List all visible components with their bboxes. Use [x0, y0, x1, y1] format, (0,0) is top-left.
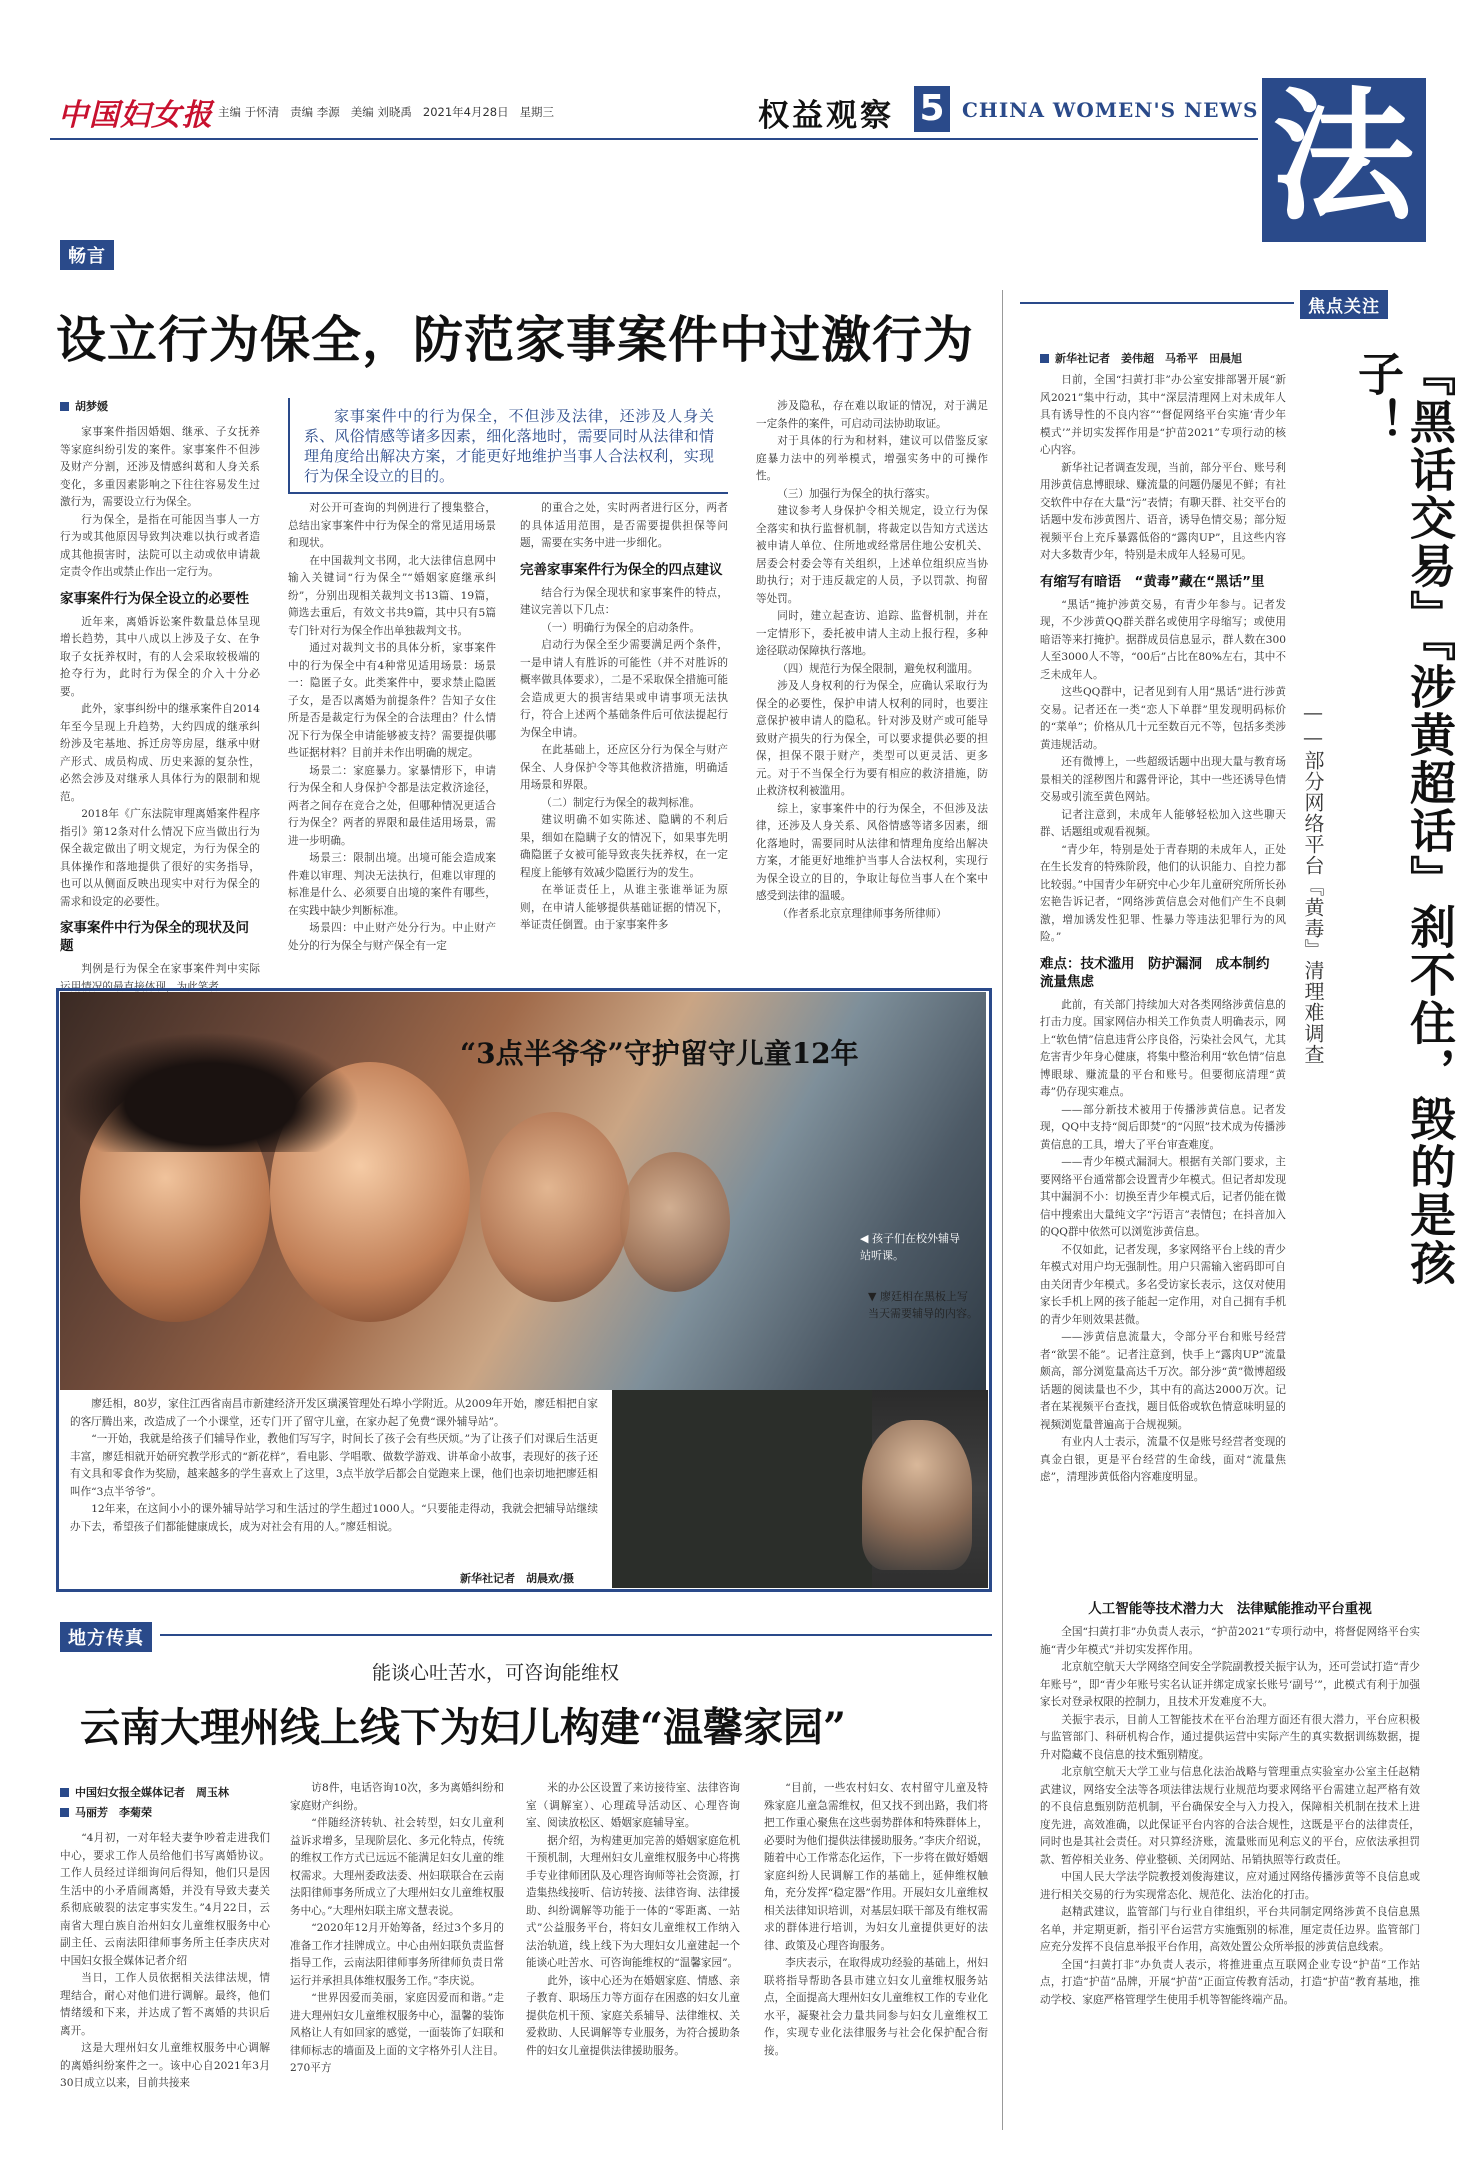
responsible-editor: 责编 李源 — [290, 105, 340, 119]
article3-subhead: ——部分网络平台『黄毒』清理难调查 — [1301, 700, 1325, 1065]
section-emblem-char: 法 — [1272, 74, 1414, 240]
article2-headline: 云南大理州线上线下为妇儿构建“温馨家园” — [80, 1704, 847, 1751]
photo-caption-1: ◀ 孩子们在校外辅导站听课。 — [860, 1232, 960, 1262]
paragraph: 对于具体的行为和材料，建议可以借鉴反家庭暴力法中的列举模式，增强实务中的可操作性。 — [756, 435, 988, 482]
paragraph: 不仅如此，记者发现，多家网络平台上线的青少年模式对用户均无强制性。用户只需输入密码即可自由关闭青少年模式。多名受访家长表示，这仅对使用家长手机上网的孩子能起一定作用，对自己拥有手机的青少年则效果甚微。 — [1040, 1243, 1286, 1326]
paragraph: 建议参考人身保护令相关规定，设立行为保全落实和执行监督机制，将裁定以告知方式送达被申请人单位、住所地或经常居住地公安机关、居委会村委会等有关组织，上述单位组织应当协助执行；对于违反裁定的人员，予以罚款、拘留等处罚。 — [756, 505, 988, 605]
art-editor: 美编 刘晓禹 — [350, 105, 412, 119]
paragraph: 家事案件指因婚姻、继承、子女抚养等家庭纠纷引发的案件。家事案件不但涉及财产分割，还涉及情感纠葛和人身关系变化，多重因素影响之下往往容易发生过激行为，需要设立行为保全。 — [60, 426, 260, 508]
paragraph: 综上，家事案件中的行为保全，不但涉及法律，还涉及人身关系、风俗情感等诸多因素，细化落地时，需要同时从法律和情理角度给出解决方案，才能更好地维护当事人合法权利，实现行为保全设立的目的，争取让每位当事人在个案中感受到法律的温暖。 — [756, 802, 988, 902]
paragraph: 在中国裁判文书网，北大法律信息网中输入关键词“行为保全”“婚姻家庭继承纠纷”，分别出现相关裁判文书13篇、19篇，筛选去重后，有效文书共9篇，其中只有5篇专门针对行为保全作出单独裁判文书。 — [288, 554, 496, 637]
paragraph: 通过对裁判文书的具体分析，家事案件中的行为保全中有4种常见适用场景：场景一：隐匿子女。此类案件中，要求禁止隐匿子女，是否以离婚为前提条件？告知子女住所是否是裁定行为保全的合法理由？什么情况下行为保全申请能够被支持？需要提供哪些证据材料？目前并未作出明确的规定。 — [288, 642, 496, 759]
paragraph: 全国“扫黄打非”办负责人表示，将推进重点互联网企业专设“护苗”工作站点，打造“护苗”品牌，开展“护苗”正面宣传教育活动，打造“护苗”教育基地，推动学校、家庭严格管理学生使用手机等智能终端产品。 — [1040, 1958, 1420, 2006]
masthead — [50, 86, 1420, 134]
section-emblem — [1262, 74, 1426, 242]
paragraph: （二）制定行为保全的裁判标准。 — [541, 796, 701, 809]
subheading: 家事案件行为保全设立的必要性 — [60, 590, 249, 607]
paragraph: 还有微博上，一些超级话题中出现大量与教育场景相关的淫秽图片和露骨评论，其中一些还诱导色情交易或引流至黄色网站。 — [1040, 756, 1286, 803]
photo-caption-2: ▼ 廖廷相在黑板上写当天需要辅导的内容。 — [868, 1290, 978, 1320]
paragraph: 访8件，电话咨询10次，多为离婚纠纷和家庭财产纠纷。 — [290, 1782, 504, 1812]
article3-headline: 『黑话交易』『涉黄超话』刹不住，毁的是孩子！ — [1351, 350, 1457, 1287]
paragraph: 此前，有关部门持续加大对各类网络涉黄信息的打击力度。国家网信办相关工作负责人明确表示，网上“软色情”信息违背公序良俗，污染社会风气，尤其危害青少年身心健康，将集中整治利用“软色情”信息博眼球、赚流量的平台和账号。但要彻底清理“黄毒”仍存现实难点。 — [1040, 998, 1286, 1098]
paragraph: 新华社记者调查发现，当前，部分平台、账号利用涉黄信息博眼球、赚流量的问题仍屡见不鲜；有社交软件中存在大量“污”表情；有聊天群、社交平台的话题中发布涉黄图片、语音，诱导色情交易；部分短视频平台上充斥暴露低俗的“露肉UP”，且这些内容对大多数青少年，特别是未成年人轻易可见。 — [1040, 461, 1286, 561]
logo: 中国妇女报 — [58, 98, 213, 133]
paragraph: 这是大理州妇女儿童维权服务中心调解的离婚纠纷案件之一。该中心自2021年3月30日成立以来，目前共接来 — [60, 2042, 270, 2089]
paragraph: “青少年，特别是处于青春期的未成年人，正处在生长发育的特殊阶段，他们的认识能力、自控力都比较弱。”中国青少年研究中心少年儿童研究所所长孙宏艳告诉记者，“网络涉黄信息会对他们产生不良刺激，增加诱发性犯罪、性暴力等违法犯罪行为的风险。” — [1040, 843, 1286, 943]
pull-quote — [288, 398, 728, 494]
article1-col1 — [60, 424, 260, 993]
photo-story-paragraph: “一开始，我就是给孩子们辅导作业，教他们写写字，时间长了孩子会有些厌烦。”为了让孩子们对课后生活更丰富，廖廷相就开始研究教学形式的“新花样”，看电影、学唱歌、做数学游戏、讲革命小故事，表现好的孩子还有文具和零食作为奖励，越来越多的学生喜欢上了这里，3点半放学后都会自觉跑来上课，他们也亲切地把廖廷相叫作“3点半爷爷”。 — [70, 1433, 598, 1498]
section-name: 权益观察 — [758, 98, 894, 134]
paragraph: 李庆表示，在取得成功经验的基础上，州妇联将指导帮助各县市建立妇女儿童维权服务站点，全面提高大理州妇女儿童维权工作的专业化水平，凝聚社会力量共同参与妇女儿童维权工作，实现专业化法律服务与社会化保护配合衔接。 — [764, 1957, 988, 2057]
article1-author: 胡梦媛 — [60, 398, 108, 414]
paragraph: 涉及人身权利的行为保全，应确认采取行为保全的必要性，保护申请人权利的同时，也要注意保护被申请人的隐私。针对涉及财产或可能导致财产损失的行为保全，可以要求提供必要的担保，担保不限于财产，类型可以更灵活、更多元。对于不当保全行为要有相应的救济措施，防止救济权利被滥用。 — [756, 680, 988, 797]
right-column-divider — [1002, 290, 1003, 2130]
paragraph: 同时，建立起查访、追踪、监督机制，并在一定情形下，委托被申请人主动上报行程，多种途径联动保障执行落地。 — [756, 610, 988, 657]
child-figure-4 — [620, 1152, 730, 1292]
paragraph: 有业内人士表示，流量不仅是账号经营者变现的真金白银，更是平台经营的生命线，面对“流量焦虑”，清理涉黄低俗内容难度明显。 — [1040, 1436, 1286, 1483]
paragraph: 判例是行为保全在家事案件判中实际运用情况的最直接体现，为此笔者 — [60, 963, 260, 993]
paragraph: 据介绍，为构建更加完善的婚姻家庭危机干预机制，大理州妇女儿童维权服务中心将携手专业律师团队及心理咨询师等社会资源，打造集热线接听、信访转接、法律咨询、法律援助、纠纷调解等功能于一体的“零距离、一站式”公益服务平台，将妇女儿童维权工作纳入法治轨道，线上线下为大理妇女儿童建起一个能谈心吐苦水、可咨询能维权的“温馨家园”。 — [526, 1834, 740, 1969]
article2-bylines — [60, 1784, 270, 1820]
paragraph: “目前，一些农村妇女、农村留守儿童及特殊家庭儿童急需维权，但又找不到出路，我们将把工作重心聚焦在这些弱势群体和特殊群体上，必要时为他们提供法律援助服务。”李庆介绍说，随着中心工作常态化运作，下一步将在做好婚姻家庭纠纷人民调解工作的基础上，延伸维权触角，充分发挥“稳定器”作用。开展妇女儿童维权相关法律知识培训，对基层妇联干部及有维权需求的群体进行培训，为妇女儿童提供更好的法律、政策及心理咨询服务。 — [764, 1782, 988, 1952]
article2-rule — [160, 1634, 992, 1636]
paragraph: 北京航空航天大学工业与信息化法治战略与管理重点实验室办公室主任赵精武建议，网络安全法等各项法律法规行业规范均要求网络平台需建立起严格有效的不良信息甄别防范机制，平台确保安全与入力投入，保障相关机制在技术上进度先进，高效准确，以此保证平台内容的合法合规性，这既是平台的法律责任，同时也是其社会责任。对只算经济账，流量账而见利忘义的平台，应依法承担罚款、暂停相关业务、停业整顿、关闭网站、吊销执照等行政责任。 — [1040, 1766, 1420, 1866]
blackboard — [612, 1390, 872, 1588]
subheading: 有缩写有暗语 “黄毒”藏在“黑话”里 — [1040, 573, 1265, 590]
paragraph: 涉及隐私，存在难以取证的情况，对于满足一定条件的案件，可启动司法协助取证。 — [756, 400, 988, 430]
paragraph: 关振宇表示，目前人工智能技术在平台治理方面还有很大潜力，平台应积极与监管部门、科研机构合作，通过提供运营中实际产生的真实数据训练数据，提升对隐藏不良信息的技术甄别精度。 — [1040, 1713, 1420, 1761]
child-figure-3 — [480, 1112, 630, 1302]
focus-tag: 焦点关注 — [1300, 290, 1388, 319]
subheading: 难点：技术滥用 防护漏洞 成本制约 流量焦虑 — [1040, 955, 1283, 990]
photo-story-paragraph: 廖廷相，80岁，家住江西省南昌市新建经济开发区璜溪管理处石埠小学附近。从2009年开始，廖廷相把自家的客厅腾出来，改造成了一个小课堂，还专门开了留守儿童，在家办起了免费“课外辅导站”。 — [70, 1398, 598, 1428]
editor-in-chief: 主编 于怀清 — [218, 105, 280, 119]
paragraph: 行为保全，是指在可能因当事人一方行为或其他原因导致判决难以执行或者造成其他损害时，法院可以主动或依申请裁定责令作出或禁止作出一定行为。 — [60, 513, 260, 578]
article3-byline: 新华社记者 姜伟超 马希平 田晨旭 — [1040, 350, 1242, 366]
caption-arrow-icon: ◀ — [860, 1232, 872, 1245]
hair-dark — [60, 1032, 360, 1152]
paragraph: 场景三：限制出境。出境可能会造成案件难以审理、判决无法执行，但难以审理的标准是什么、必须要自出境的案件有哪些，在实践中缺少判断标准。 — [288, 852, 496, 917]
weekday: 星期三 — [519, 105, 555, 119]
article1-col2 — [288, 500, 496, 954]
article2-byline: 中国妇女报全媒体记者 周玉林 — [60, 1784, 270, 1800]
paragraph: 全国“扫黄打非”办负责人表示，“护苗2021”专项行动中，将督促网络平台实施“青少年模式”并切实发挥作用。 — [1040, 1626, 1420, 1656]
subheading: 人工智能等技术潜力大 法律赋能推动平台重视 — [1088, 1601, 1372, 1617]
subheading: 家事案件中行为保全的现状及问题 — [60, 920, 249, 954]
article3-col-bottom — [1040, 1592, 1420, 2132]
article2-kicker: 能谈心吐苦水，可咨询能维权 — [372, 1662, 620, 1684]
article2-col1 — [60, 1830, 270, 2130]
paragraph: ——涉黄信息流量大，令部分平台和账号经营者“欲罢不能”。记者注意到，快手上“露肉UP”流量颇高，部分浏览量高达千万次。部分涉“黄”微博超级话题的阅读量也不少，其中有的高达2000万次。记者在某视频平台查找，题目低俗或软色情意味明显的视频浏览量普遍高于合规视频。 — [1040, 1331, 1286, 1431]
article2-col3 — [526, 1780, 740, 2130]
paragraph: 启动行为保全至少需要满足两个条件，一是申请人有胜诉的可能性（并不对胜诉的概率做具体要求），二是不采取保全措施可能会造成更大的损害结果或申请事项无法执行，符合上述两个基础条件后可依法提起行为保全申请。 — [520, 639, 728, 739]
article1-headline: 设立行为保全，防范家事案件中过激行为 — [56, 310, 974, 369]
paragraph: 对公开可查询的判例进行了搜集整合，总结出家事案件中行为保全的常见适用场景和现状。 — [288, 502, 496, 549]
paragraph: （三）加强行为保全的执行落实。 — [777, 487, 937, 500]
article2-col2 — [290, 1780, 504, 2130]
article3-col-top — [1040, 372, 1286, 1592]
main-photo — [60, 992, 986, 1390]
paragraph: “伴随经济转轨、社会转型，妇女儿童利益诉求增多，呈现阶层化、多元化特点，传统的维权工作方式已远远不能满足妇女儿童的维权需求。大理州委政法委、州妇联联合在云南法阳律师事务所成立了大理州妇女儿童维权服务中心。”大理州妇联主席文慧表说。 — [290, 1817, 504, 1917]
paragraph: ——青少年模式漏洞大。根据有关部门要求，主要网络平台通常都会设置青少年模式。但记者却发现其中漏洞不小：切换至青少年模式后，记者仍能在微信中搜索出大量纯文字“污语言”表情包；在抖音加入的QQ群中依然可以浏览涉黄信息。 — [1040, 1156, 1286, 1238]
photo-credit: 新华社记者 胡晨欢/摄 — [460, 1572, 575, 1585]
paragraph: 场景二：家庭暴力。家暴情形下，申请行为保全和人身保护令都是法定救济途径，两者之间存在竞合之处，但哪种情况更适合行为保全？两者的界限和最佳适用场景，需进一步明确。 — [288, 764, 496, 847]
masthead-meta — [218, 104, 554, 120]
paragraph: 在此基础上，还应区分行为保全与财产保全、人身保护令等其他救济措施，明确适用场景和界限。 — [520, 744, 728, 791]
opinion-tag: 畅言 — [60, 240, 114, 270]
paragraph: 赵精武建议，监管部门与行业自律组织，平台共同制定网络涉黄不良信息黑名单，并定期更新，指引平台运营方实施甄别的标准，厘定责任边界。监管部门应充分发挥不良信息举报平台作用，高效处置公众所举报的涉黄信息线索。 — [1040, 1906, 1420, 1953]
paragraph: 当日，工作人员依据相关法律法规，情理结合，耐心对他们进行调解。最终，他们情绪缓和下来，并达成了暂不离婚的共识后离开。 — [60, 1972, 270, 2037]
paragraph: 中国人民大学法学院教授刘俊海建议，应对通过网络传播涉黄等不良信息或进行相关交易的行为实现常态化、规范化、法治化的打击。 — [1040, 1871, 1420, 1901]
paragraph: 日前，全国“扫黄打非”办公室安排部署开展“新风2021”集中行动，其中“深层清理网上对未成年人具有诱导性的不良内容”“督促网络平台实施‘青少年模式’”并切实发挥作用是“护苗2021”专项行动的核心内容。 — [1040, 374, 1286, 456]
local-news-tag: 地方传真 — [60, 1622, 152, 1652]
paragraph: 米的办公区设置了来访接待室、法律咨询室（调解室）、心理疏导活动区、心理咨询室、阅读放松区、婚姻家庭辅导室。 — [526, 1782, 740, 1829]
paragraph: （作者系北京京理律师事务所律师） — [777, 907, 947, 920]
article1-col4 — [756, 398, 988, 954]
masthead-rule — [50, 138, 1258, 140]
paragraph: 的重合之处，实时两者进行区分，两者的具体适用范围，是否需要提供担保等问题，需要在实务中进一步细化。 — [520, 502, 728, 549]
paragraph: 此外，家事纠纷中的继承案件自2014年至今呈现上升趋势，大约四成的继承纠纷涉及宅基地、拆迁房等房屋，继承中财产形式、成员构成、历史来源的复杂性，必然会涉及对继承人具体行为的限制和规范。 — [60, 703, 260, 803]
teacher-figure — [862, 1420, 972, 1570]
paragraph: 近年来，离婚诉讼案件数量总体呈现增长趋势，其中八成以上涉及子女、在争取子女抚养权时，有的人会采取较极端的抢夺行为，此时行为保全的介入十分必要。 — [60, 615, 260, 698]
paragraph: （四）规范行为保全限制，避免权利滥用。 — [777, 662, 979, 675]
paragraph: “4月初，一对年轻夫妻争吵着走进我们中心，要求工作人员给他们书写离婚协议。工作人员经过详细询问后得知，他们只是因生活中的小矛盾闹离婚，并没有导致夫妻关系彻底破裂的法定事实发生。”4月22日，云南省大理白族自治州妇女儿童维权服务中心副主任、云南法阳律师事务所主任李庆庆对中国妇女报全媒体记者介绍 — [60, 1832, 270, 1967]
article1-col3 — [520, 500, 728, 954]
inset-photo — [612, 1390, 988, 1588]
paragraph: 2018年《广东法院审理离婚案件程序指引》第12条对什么情况下应当做出行为保全裁定做出了明文规定，为行为保全的具体操作和落地提供了很好的实务指导，也可以从侧面反映出现实中对行为保全的需求和设定的必要性。 — [60, 808, 260, 908]
paragraph: 记者注意到，未成年人能够轻松加入这些聊天群、话题组或观看视频。 — [1040, 808, 1286, 838]
subheading: 完善家事案件行为保全的四点建议 — [520, 561, 723, 578]
paragraph: 结合行为保全现状和家事案件的特点，建议完善以下几点： — [520, 586, 728, 616]
photo-story-paragraph: 12年来，在这间小小的课外辅导站学习和生活过的学生超过1000人。“只要能走得动，我就会把辅导站继续办下去，希望孩子们都能健康成长，成为对社会有用的人。”廖廷相说。 — [70, 1503, 598, 1533]
paragraph: “世界因爱而美丽，家庭因爱而和谐。”走进大理州妇女儿童维权服务中心，温馨的装饰风格让人有如回家的感觉，一面装饰了妇联和律师标志的墙面及上面的文字格外引人注目。270平方 — [290, 1992, 504, 2074]
paragraph: 场景四：中止财产处分行为。中止财产处分的行为保全与财产保全有一定 — [288, 922, 496, 952]
photo-story-title: “3点半爷爷”守护留守儿童12年 — [460, 1037, 859, 1070]
paragraph: 此外，该中心还为在婚姻家庭、情感、亲子教育、职场压力等方面存在困惑的妇女儿童提供危机干预、家庭关系辅导、法律维权、关爱救助、人民调解等专业服务，为符合援助条件的妇女儿童提供法律援助服务。 — [526, 1974, 740, 2057]
photo-story-text — [70, 1396, 598, 1568]
paragraph: 这些QQ群中，记者见到有人用“黑话”进行涉黄交易。记者还在一类“恋人下单群”里发现明码标价的“菜单”；价格从几十元至数百元不等，包括多类涉黄违规活动。 — [1040, 686, 1286, 751]
paragraph: ——部分新技术被用于传播涉黄信息。记者发现，QQ中支持“阅后即焚”的“闪照”技术成为传播涉黄信息的工具，增大了平台审查难度。 — [1040, 1103, 1286, 1151]
caption-arrow-icon: ▼ — [868, 1290, 880, 1303]
pull-quote-text: 家事案件中的行为保全，不但涉及法律，还涉及人身关系、风俗情感等诸多因素，细化落地时，需要同时从法律和情理角度给出解决方案，才能更好地维护当事人合法权利，实现行为保全设立的目的。 — [304, 407, 714, 485]
paragraph: 北京航空航天大学网络空间安全学院副教授关振宇认为，还可尝试打造“青少年账号”，即“青少年账号实名认证并绑定成家长账号‘副号’”，此模式有利于加强家长对登录权限的控制力，且技术开发难度不大。 — [1040, 1661, 1420, 1708]
english-masthead: CHINA WOMEN'S NEWS — [962, 98, 1259, 122]
paragraph: “黑话”掩护涉黄交易，有青少年参与。记者发现，不少涉黄QQ群关群名或使用字母缩写；或使用暗语等来打掩护。据群成员信息显示，群人数在300人至3000人不等，“00后”占比在80%左右，其中不乏未成年人。 — [1040, 598, 1286, 681]
page-number: 5 — [914, 86, 950, 132]
paragraph: 建议明确不如实陈述、隐瞒的不利后果，细如在隐瞒子女的情况下，如果事先明确隐匿子女被可能导致丧失抚养权，在一定程度上能够有效减少隐匿行为的发生。 — [520, 814, 728, 879]
paragraph: “2020年12月开始筹备，经过3个多月的准备工作才挂牌成立。中心由州妇联负责监督指导工作，云南法阳律师事务所律师负责日常运行并承担具体维权服务工作。”李庆说。 — [290, 1922, 504, 1987]
article2-col4 — [764, 1780, 988, 2130]
issue-date: 2021年4月28日 — [422, 105, 509, 119]
paragraph: 在举证责任上，从谁主张谁举证为原则，在申请人能够提供基础证据的情况下，举证责任倒置。由于家事案件多 — [520, 884, 728, 931]
focus-rule — [1020, 302, 1294, 304]
article2-byline: 马丽芳 李菊荣 — [60, 1804, 270, 1820]
paragraph: （一）明确行为保全的启动条件。 — [541, 621, 701, 634]
